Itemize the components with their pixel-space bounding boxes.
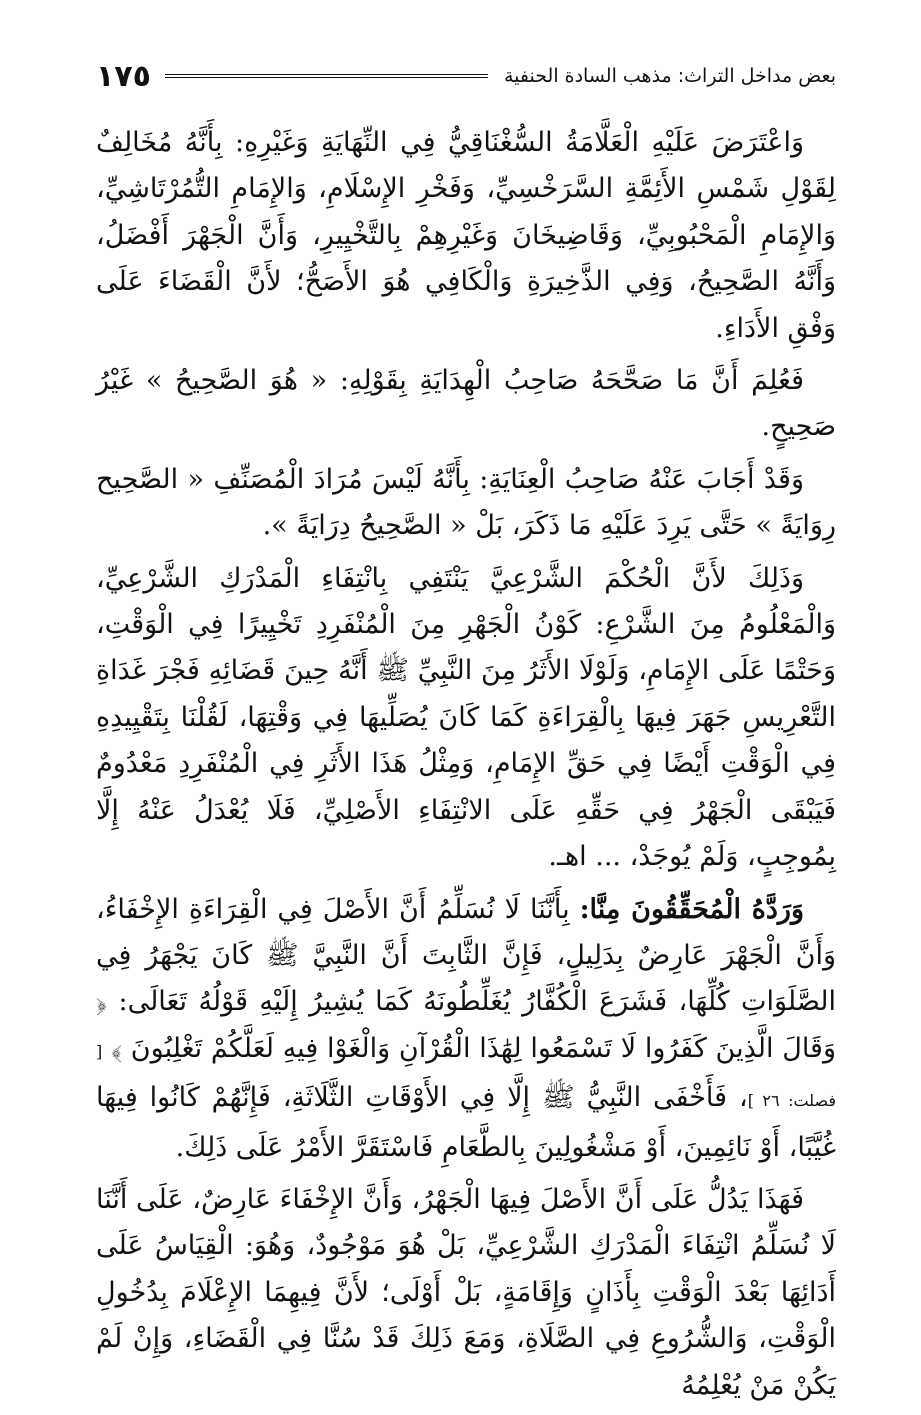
running-title: بعض مداخل التراث: مذهب السادة الحنفية	[504, 65, 836, 87]
paragraph-1: وَاعْتَرَضَ عَلَيْهِ الْعَلَّامَةُ السُّغْنَاقِيُّ فِي النِّهَايَةِ وَغَيْرِهِ: بِأَنَّهُ مُخَالِفٌ لِقَوْلِ شَمْسِ الأَئِمَّةِ السَّرَخْسِيِّ، وَفَخْرِ الإِسْلَامِ، وَالإِمَامِ التُّمُرْتَاشِيِّ، وَالإِمَامِ الْمَحْبُوبِيِّ، وَقَاضِيخَانَ وَغَيْرِهِمْ بِالتَّخْيِيرِ، وَأَنَّ الْجَهْرَ أَفْضَلُ، وَأَنَّهُ الصَّحِيحُ، وَفِي الذَّخِيرَةِ وَالْكَافِي هُوَ الأَصَحُّ؛ لأَنَّ الْقَضَاءَ عَلَى وَفْقِ الأَدَاءِ.	[96, 127, 836, 344]
paragraph-5-lead: وَرَدَّهُ الْمُحَقِّقُونَ مِنَّا:	[579, 893, 804, 925]
paragraph-2: فَعُلِمَ أَنَّ مَا صَحَّحَهُ صَاحِبُ الْهِدَايَةِ بِقَوْلِهِ: « هُوَ الصَّحِيحُ » غَيْرُ صَحِيحٍ.	[96, 365, 836, 443]
paragraph-5-text: بِأَنَّنَا لَا نُسَلِّمُ أَنَّ الأَصْلَ فِي الْقِرَاءَةِ الإِخْفَاءُ، وَأَنَّ الْجَهْرَ عَارِضٌ بِدَلِيلٍ، فَإِنَّ الثَّابِتَ أَنَّ النَّبِيَّ ﷺ كَانَ يَجْهَرُ فِي الصَّلَوَاتِ كُلِّهَا، فَشَرَعَ الْكُفَّارُ يُغَلِّطُونَهُ كَمَا يُشِيرُ إِلَيْهِ قَوْلُهُ تَعَالَى: ﴿ وَقَالَ الَّذِينَ كَفَرُوا لَا تَسْمَعُوا لِهَٰذَا الْقُرْآنِ وَالْغَوْا فِيهِ لَعَلَّكُمْ تَغْلِبُونَ ﴾	[96, 893, 836, 1064]
paragraph-5	[96, 887, 836, 1171]
paragraph-4: وَذَلِكَ لأَنَّ الْحُكْمَ الشَّرْعِيَّ يَنْتَفِي بِانْتِفَاءِ الْمَدْرَكِ الشَّرْعِيِّ، وَالْمَعْلُومُ مِنَ الشَّرْعِ: كَوْنُ الْجَهْرِ مِنَ الْمُنْفَرِدِ تَخْيِيرًا فِي الْوَقْتِ، وَحَتْمًا عَلَى الإِمَامِ، وَلَوْلَا الأَثَرُ مِنَ النَّبِيِّ ﷺ أَنَّهُ حِينَ قَضَائِهِ فَجْرَ غَدَاةِ التَّعْرِيسِ جَهَرَ فِيهَا بِالْقِرَاءَةِ كَمَا كَانَ يُصَلِّيهَا فِي وَقْتِهَا، لَقُلْنَا بِتَقْيِيدِهِ فِي الْوَقْتِ أَيْضًا فِي حَقِّ الإِمَامِ، وَمِثْلُ هَذَا الأَثَرِ فِي الْمُنْفَرِدِ مَعْدُومٌ فَيَبْقَى الْجَهْرُ فِي حَقِّهِ عَلَى الانْتِفَاءِ الأَصْلِيِّ، فَلَا يُعْدَلُ عَنْهُ إِلَّا بِمُوجِبٍ، وَلَمْ يُوجَدْ، ... اهـ.	[96, 562, 836, 873]
paragraph-5-tail: ، فَأَخْفَى النَّبِيُّ ﷺ إِلَّا فِي الأَوْقَاتِ الثَّلَاثَةِ، فَإِنَّهُمْ كَانُوا فِيهَا غُيَّبًا، أَوْ نَائِمِينَ، أَوْ مَشْغُولِينَ بِالطَّعَامِ فَاسْتَقَرَّ الأَمْرُ عَلَى ذَلِكَ.	[96, 1082, 836, 1163]
quran-citation: [ فصلت: ٢٦ ]	[96, 1041, 836, 1111]
running-header	[96, 56, 836, 96]
page-number: ١٧٥	[96, 58, 151, 94]
header-rule	[165, 74, 488, 78]
body-text	[96, 120, 836, 1415]
paragraph-3: وَقَدْ أَجَابَ عَنْهُ صَاحِبُ الْعِنَايَةِ: بِأَنَّهُ لَيْسَ مُرَادَ الْمُصَنِّفِ « الصَّحِيح رِوَايَةً » حَتَّى يَرِدَ عَلَيْهِ مَا ذَكَرَ، بَلْ « الصَّحِيحُ دِرَايَةً ».	[96, 463, 836, 542]
paragraph-6: فَهَذَا يَدُلُّ عَلَى أَنَّ الأَصْلَ فِيهَا الْجَهْرُ، وَأَنَّ الإِخْفَاءَ عَارِضٌ، عَلَى أَنَّنَا لَا نُسَلِّمُ انْتِفَاءَ الْمَدْرَكِ الشَّرْعِيِّ، بَلْ هُوَ مَوْجُودٌ، وَهُوَ: الْقِيَاسُ عَلَى أَدَائِهَا بَعْدَ الْوَقْتِ بِأَذَانٍ وَإِقَامَةٍ، بَلْ أَوْلَى؛ لأَنَّ فِيهِمَا الإِعْلَامَ بِدُخُولِ الْوَقْتِ، وَالشُّرُوعِ فِي الصَّلَاةِ، وَمَعَ ذَلِكَ قَدْ سُنَّا فِي الْقَضَاءِ، وَإِنْ لَمْ يَكُنْ مَنْ يُعْلِمُهُ	[96, 1183, 836, 1401]
